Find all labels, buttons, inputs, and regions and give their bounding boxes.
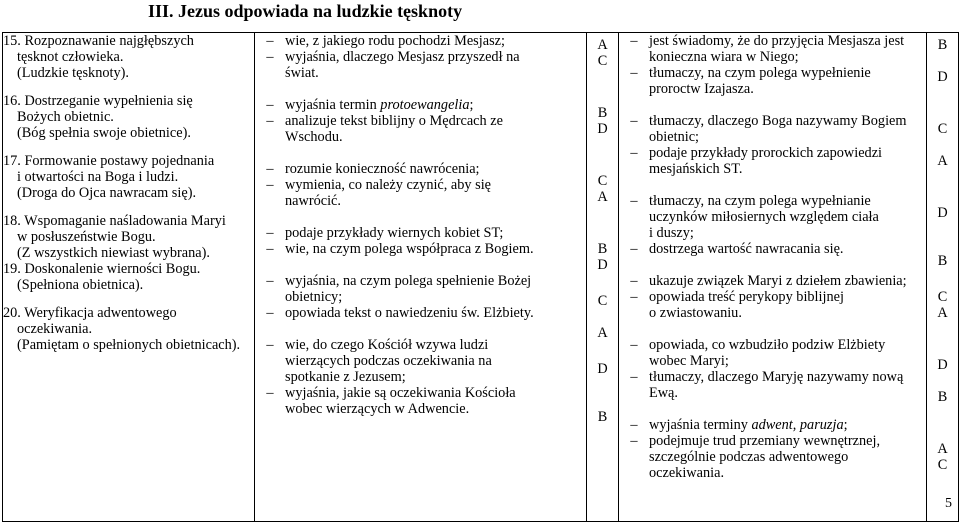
basic-level-group (587, 33, 618, 85)
dash-bullet: – (630, 273, 638, 289)
topic-item (3, 33, 254, 81)
topic-heading: 15. Rozpoznawanie najgłębszych (3, 33, 194, 49)
dash-bullet: – (266, 97, 274, 113)
dash-bullet: – (266, 241, 274, 257)
goal-text: podaje przykłady wiernych kobiet ST; (285, 225, 504, 241)
extended-goal-group (619, 33, 926, 97)
basic-level-group (587, 169, 618, 221)
basic-goal-group (255, 97, 586, 145)
goal-text: wymienia, co należy czynić, aby się (285, 177, 492, 193)
dash-bullet: – (266, 385, 274, 401)
table-row (3, 33, 959, 522)
level-letter: A (937, 441, 948, 457)
goal-text-continued: Wschodu. (285, 129, 343, 145)
goal-text: wie, z jakiego rodu pochodzi Mesjasz; (285, 33, 505, 49)
goal-text-continued: proroctw Izajasza. (649, 81, 754, 97)
goal-text-continued: wobec Maryi; (649, 353, 729, 369)
goal-text: analizuje tekst biblijny o Mędrcach ze (285, 113, 503, 129)
level-letter: C (597, 173, 608, 189)
extended-goal-item (619, 289, 926, 305)
topic-text: (Droga do Ojca nawracam się). (17, 185, 197, 201)
topic-item (3, 305, 254, 353)
dash-bullet: – (630, 65, 638, 81)
basic-goal-group (255, 33, 586, 81)
level-letter: C (597, 293, 608, 309)
basic-goal-item (255, 305, 586, 321)
basic-goal-item (255, 33, 586, 49)
level-letter: D (937, 69, 948, 85)
extended-level-group (927, 285, 958, 337)
dash-bullet: – (266, 161, 274, 177)
extended-goal-item (619, 65, 926, 81)
extended-level-group (927, 201, 958, 269)
level-letter: D (937, 205, 948, 221)
curriculum-table (2, 32, 959, 522)
goal-text-continued: oczekiwania. (649, 465, 725, 481)
dash-bullet: – (630, 241, 638, 257)
extended-levels-column (927, 33, 959, 522)
goal-text-continued: świat. (285, 65, 319, 81)
topic-heading: 17. Formowanie postawy pojednania (3, 153, 215, 169)
page-number: 5 (945, 496, 952, 511)
basic-level-group (587, 357, 618, 441)
dash-bullet: – (630, 417, 638, 433)
level-letter: D (597, 361, 608, 377)
level-letter: C (937, 289, 948, 305)
extended-level-group (927, 117, 958, 185)
topic-item (3, 261, 254, 293)
goal-text-continued: o zwiastowaniu. (649, 305, 742, 321)
goal-text: podaje przykłady prorockich zapowiedzi (649, 145, 883, 161)
goal-text: tłumaczy, na czym polega wypełnianie (649, 193, 871, 209)
level-letter: D (597, 121, 608, 137)
extended-goal-group (619, 273, 926, 321)
goal-text: wyjaśnia, na czym polega spełnienie Bożej (285, 273, 532, 289)
goal-text-continued: szczególnie podczas adwentowego (649, 449, 849, 465)
extended-goal-item (619, 193, 926, 209)
extended-goal-item (619, 113, 926, 129)
level-letter: A (937, 305, 948, 321)
extended-level-group (927, 33, 958, 101)
basic-goal-item (255, 337, 586, 353)
dash-bullet: – (266, 337, 274, 353)
dash-bullet: – (630, 433, 638, 449)
extended-goal-item (619, 241, 926, 257)
goal-text: rozumie konieczność nawrócenia; (285, 161, 480, 177)
topic-heading: 18. Wspomaganie naśladowania Maryi (3, 213, 226, 229)
level-letter: B (597, 409, 608, 425)
basic-goal-item (255, 273, 586, 289)
basic-goal-item (255, 97, 586, 113)
topic-text: (Pamiętam o spełnionych obietnicach). (17, 337, 241, 353)
basic-goal-item (255, 177, 586, 193)
level-letter: B (937, 389, 948, 405)
topic-heading: 16. Dostrzeganie wypełnienia się (3, 93, 193, 109)
basic-goal-item (255, 49, 586, 65)
basic-goal-group (255, 225, 586, 257)
dash-bullet: – (266, 33, 274, 49)
basic-goal-item (255, 161, 586, 177)
extended-goal-item (619, 33, 926, 49)
topic-item (3, 93, 254, 141)
level-letter: B (597, 105, 608, 121)
goal-text-continued: Ewą. (649, 385, 678, 401)
goal-text: opowiada treść perykopy biblijnej (649, 289, 844, 305)
dash-bullet: – (630, 337, 638, 353)
level-letter: C (937, 457, 948, 473)
topic-item (3, 213, 254, 261)
section-title: III. Jezus odpowiada na ludzkie tęsknoty (148, 1, 463, 21)
dash-bullet: – (266, 225, 274, 241)
goal-text-continued: uczynków miłosiernych względem ciała (649, 209, 879, 225)
topic-text: tęsknot człowieka. (17, 49, 124, 65)
basic-goal-group (255, 161, 586, 209)
dash-bullet: – (266, 49, 274, 65)
level-letter: D (597, 257, 608, 273)
goal-text: jest świadomy, że do przyjęcia Mesjasza jest (649, 33, 905, 49)
level-letter: B (937, 253, 948, 269)
extended-level-group (927, 437, 958, 505)
goal-text: tłumaczy, dlaczego Boga nazywamy Bogiem (649, 113, 907, 129)
goal-text: wie, na czym polega współpraca z Bogiem. (285, 241, 534, 257)
goal-text-continued: obietnic; (649, 129, 700, 145)
topic-text: w posłuszeństwie Bogu. (17, 229, 156, 245)
basic-goal-item (255, 113, 586, 129)
dash-bullet: – (266, 273, 274, 289)
topics-column (3, 33, 255, 522)
basic-goal-group (255, 273, 586, 321)
level-letter: D (937, 357, 948, 373)
goal-text-continued: spotkanie z Jezusem; (285, 369, 406, 385)
extended-level-group (927, 353, 958, 421)
topic-heading: 19. Doskonalenie wierności Bogu. (3, 261, 201, 277)
topic-text: i otwartości na Boga i ludzi. (17, 169, 179, 185)
level-letter: C (937, 121, 948, 137)
level-letter: B (937, 37, 948, 53)
basic-goal-item (255, 241, 586, 257)
goal-text: tłumaczy, dlaczego Maryję nazywamy nową (649, 369, 904, 385)
extended-goal-item (619, 337, 926, 353)
goal-text: wyjaśnia termin protoewangelia; (285, 97, 474, 113)
dash-bullet: – (630, 193, 638, 209)
goal-text-continued: mesjańskich ST. (649, 161, 743, 177)
basic-goals-column (255, 33, 587, 522)
extended-goal-item (619, 145, 926, 161)
level-letter: A (597, 325, 608, 341)
extended-goal-group (619, 337, 926, 401)
extended-goal-item (619, 433, 926, 449)
basic-goal-item (255, 225, 586, 241)
basic-goal-item (255, 385, 586, 401)
level-letter: C (597, 53, 608, 69)
topic-text: oczekiwania. (17, 321, 93, 337)
dash-bullet: – (630, 369, 638, 385)
extended-goal-item (619, 369, 926, 385)
topic-text: Bożych obietnic. (17, 109, 114, 125)
topic-text: (Bóg spełnia swoje obietnice). (17, 125, 191, 141)
goal-text: opowiada tekst o nawiedzeniu św. Elżbiety. (285, 305, 534, 321)
topic-text: (Spełniona obietnica). (17, 277, 144, 293)
extended-goal-group (619, 113, 926, 177)
topic-heading: 20. Weryfikacja adwentowego (3, 305, 177, 321)
basic-level-group (587, 237, 618, 273)
dash-bullet: – (630, 145, 638, 161)
extended-goal-item (619, 273, 926, 289)
level-letter: A (597, 37, 608, 53)
basic-level-group (587, 101, 618, 153)
dash-bullet: – (630, 33, 638, 49)
basic-levels-column (587, 33, 619, 522)
goal-text-continued: wobec wierzących w Adwencie. (285, 401, 470, 417)
basic-goal-group (255, 337, 586, 417)
goal-text: wyjaśnia, jakie są oczekiwania Kościoła (285, 385, 516, 401)
goal-text: podejmuje trud przemiany wewnętrznej, (649, 433, 881, 449)
level-letter: A (937, 153, 948, 169)
goal-text-continued: wierzących podczas oczekiwania na (285, 353, 492, 369)
goal-text-continued: nawrócić. (285, 193, 341, 209)
extended-goal-group (619, 417, 926, 481)
extended-goal-group (619, 193, 926, 257)
extended-goals-column (619, 33, 927, 522)
goal-text: dostrzega wartość nawracania się. (649, 241, 844, 257)
topic-text: (Ludzkie tęsknoty). (17, 65, 129, 81)
extended-goal-item (619, 417, 926, 433)
basic-level-group (587, 289, 618, 341)
dash-bullet: – (630, 113, 638, 129)
dash-bullet: – (266, 113, 274, 129)
goal-text: tłumaczy, na czym polega wypełnienie (649, 65, 871, 81)
goal-text-continued: obietnicy; (285, 289, 343, 305)
goal-text: opowiada, co wzbudziło podziw Elżbiety (649, 337, 886, 353)
goal-text-continued: konieczna wiara w Niego; (649, 49, 799, 65)
goal-text-continued: i duszy; (649, 225, 694, 241)
dash-bullet: – (266, 177, 274, 193)
goal-text: wyjaśnia, dlaczego Mesjasz przyszedł na (285, 49, 520, 65)
goal-text: ukazuje związek Maryi z dziełem zbawienia; (649, 273, 907, 289)
level-letter: A (597, 189, 608, 205)
topic-text: (Z wszystkich niewiast wybrana). (17, 245, 210, 261)
dash-bullet: – (630, 289, 638, 305)
dash-bullet: – (266, 305, 274, 321)
level-letter: B (597, 241, 608, 257)
goal-text: wyjaśnia terminy adwent, paruzja; (649, 417, 848, 433)
topic-item (3, 153, 254, 201)
goal-text: wie, do czego Kościół wzywa ludzi (285, 337, 489, 353)
